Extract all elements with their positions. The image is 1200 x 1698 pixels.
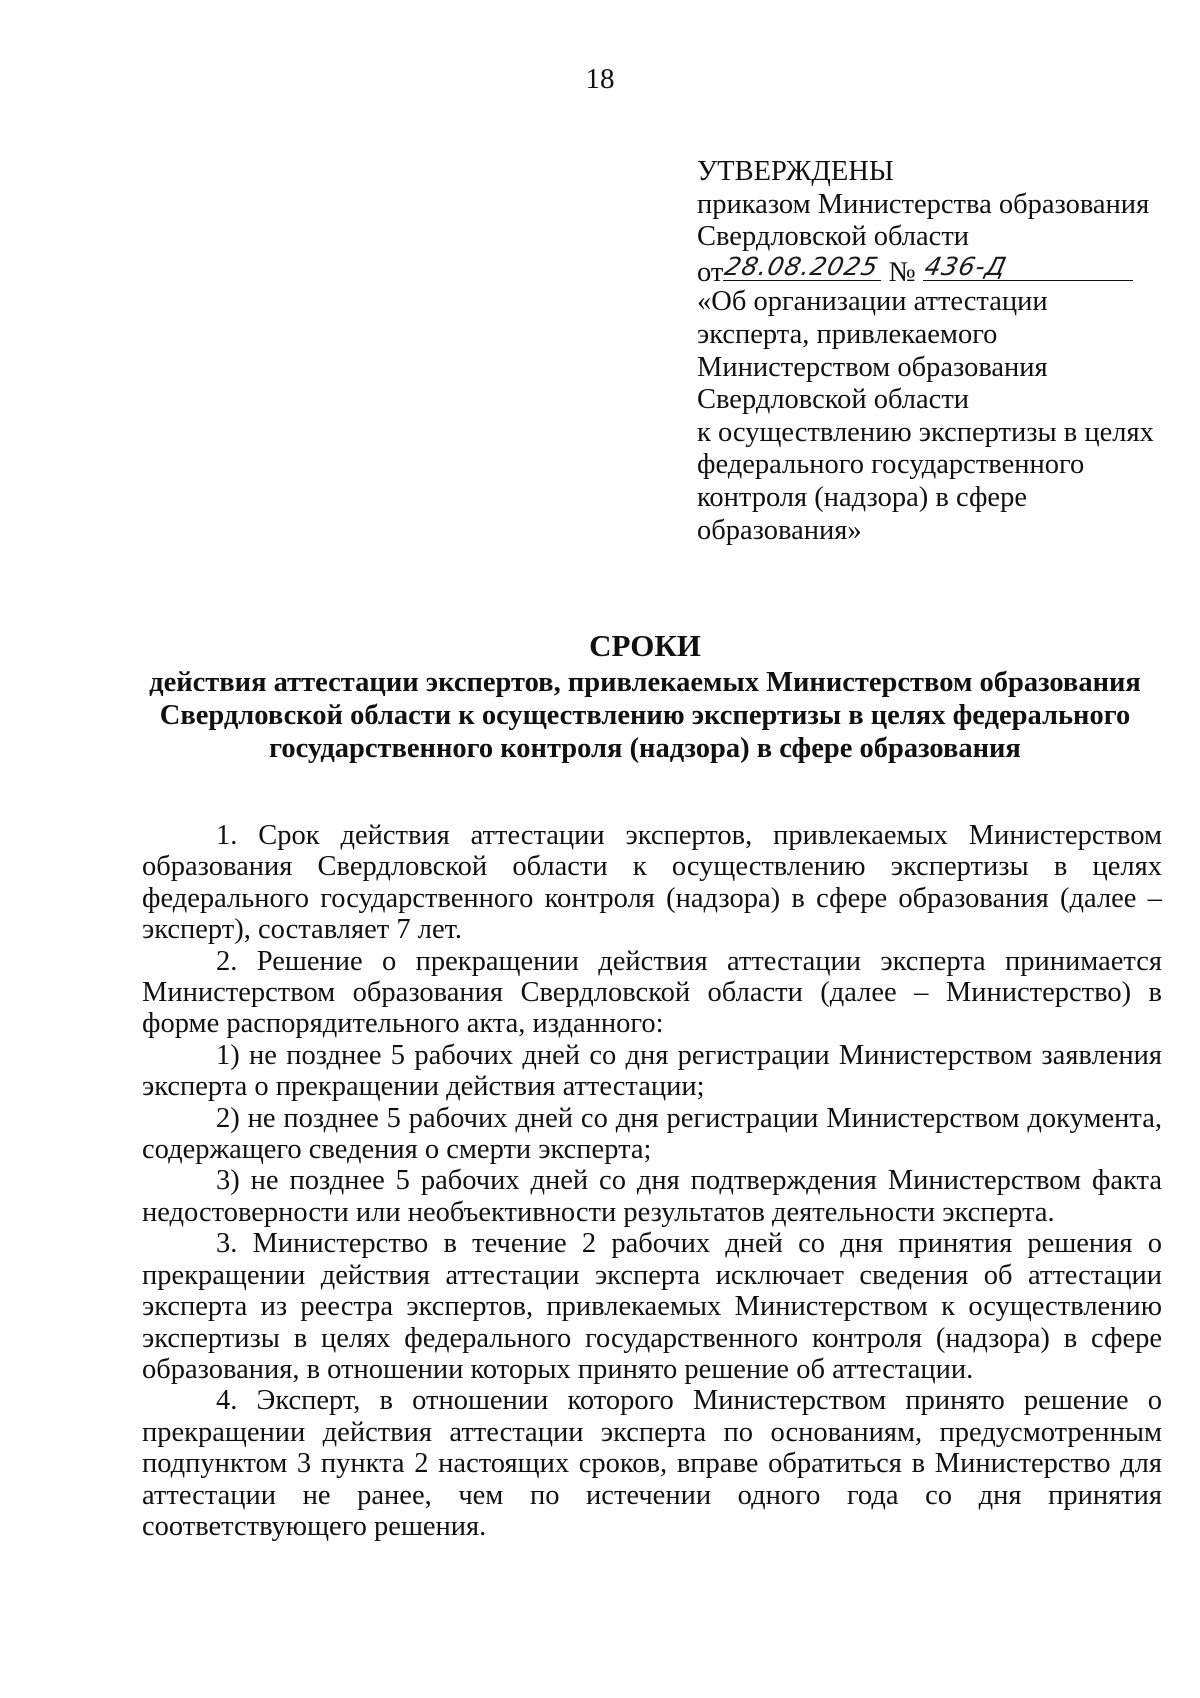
date-prefix: от xyxy=(697,256,724,288)
approval-title-line: эксперта, привлекаемого xyxy=(697,318,998,350)
document-heading xyxy=(120,628,1170,765)
approval-date-line xyxy=(697,254,1167,287)
handwritten-date: 28.08.2025 xyxy=(722,252,882,282)
page-number: 18 xyxy=(585,63,615,95)
paragraph-item-4: 4. Эксперт, в отношении которого Министерством принято решение о прекращении действия аттестации эксперта по основаниям, предусмотренным подпунктом 3 пункта 2 настоящих сроков, вправе обратиться в Министерство для аттестации не ранее, чем по истечении одного года со дня принятия соответствующего решения. xyxy=(142,1385,1162,1542)
document-title: СРОКИ xyxy=(589,628,701,663)
approval-title-line: Свердловской области xyxy=(697,384,970,416)
approval-line: приказом Министерства образования xyxy=(697,188,1150,220)
approval-block xyxy=(697,156,1167,547)
document-subtitle-line: действия аттестации экспертов, привлекаемых Министерством образования xyxy=(149,667,1141,698)
approval-line: Свердловской области xyxy=(697,221,970,253)
number-blank xyxy=(923,254,1133,281)
handwritten-number: 436-Д xyxy=(921,252,1010,282)
subparagraph-3: 3) не позднее 5 рабочих дней со дня подтверждения Министерством факта недостоверности или необъективности результатов деятельности эксперта. xyxy=(142,1165,1162,1228)
document-subtitle-line: Свердловской области к осуществлению экспертизы в целях федерального xyxy=(159,700,1131,731)
subparagraph-1: 1) не позднее 5 рабочих дней со дня регистрации Министерством заявления эксперта о прекращении действия аттестации; xyxy=(142,1039,1162,1103)
approval-title-line: к осуществлению экспертизы в целях xyxy=(697,416,1154,448)
date-blank xyxy=(723,254,881,281)
approval-heading: УТВЕРЖДЕНЫ xyxy=(697,156,894,187)
paragraph-item-3: 3. Министерство в течение 2 рабочих дней со дня принятия решения о прекращении действия аттестации эксперта исключает сведения об аттестации эксперта из реестра экспертов, привлекаемых Министерством к осуществлению экспертизы в целях федерального государственного контроля (надзора) в сфере образования, в отношении которых принято решение об аттестации. xyxy=(142,1228,1162,1385)
approval-title-line: образования» xyxy=(697,514,862,546)
approval-title-line: контроля (надзора) в сфере xyxy=(697,481,1027,513)
subparagraph-2: 2) не позднее 5 рабочих дней со дня регистрации Министерством документа, содержащего сведения о смерти эксперта; xyxy=(142,1102,1162,1166)
paragraph-item-1: 1. Срок действия аттестации экспертов, привлекаемых Министерством образования Свердловской области к осуществлению экспертизы в целях федерального государственного контроля (надзора) в сфере образования (далее – эксперт), составляет 7 лет. xyxy=(142,820,1162,946)
approval-title-line: Министерством образования xyxy=(697,351,1048,383)
number-sign: № xyxy=(888,256,916,288)
paragraph-item-2: 2. Решение о прекращении действия аттестации эксперта принимается Министерством образования Свердловской области (далее – Министерство) в форме распорядительного акта, изданного: xyxy=(142,945,1162,1040)
document-subtitle-line: государственного контроля (надзора) в сфере образования xyxy=(269,733,1021,764)
approval-title-line: «Об организации аттестации xyxy=(697,286,1048,318)
document-body xyxy=(142,820,1162,1542)
approval-title-line: федерального государственного xyxy=(697,449,1085,481)
